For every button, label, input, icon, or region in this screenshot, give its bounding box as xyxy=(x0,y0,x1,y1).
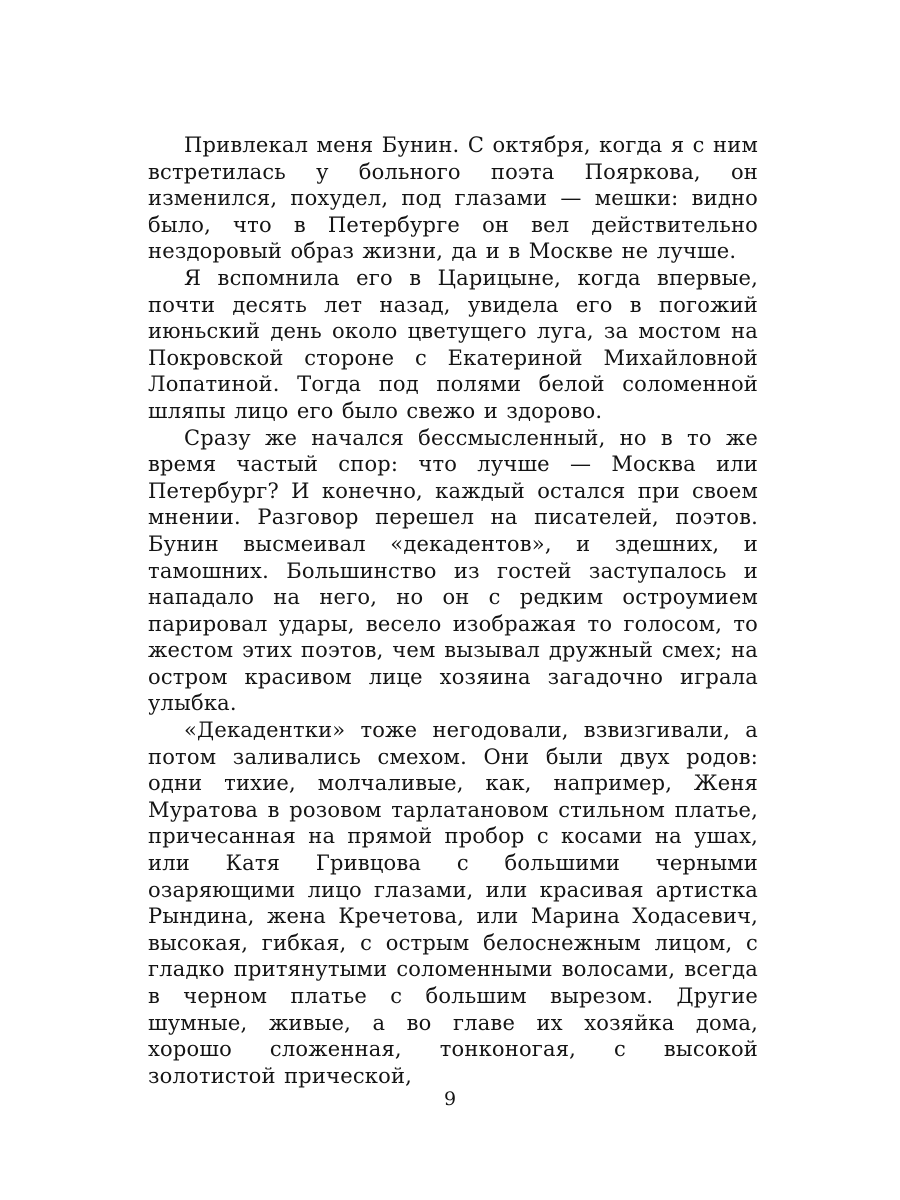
paragraph-2: Я вспомнила его в Царицыне, когда впервые, почти десять лет назад, увидела его в погожий июньский день около цветущего луга, за мостом на Покровской стороне с Екатериной Михайловной Лопатиной. Тогда под полями белой соломенной шляпы лицо его было свежо и здорово. xyxy=(148,265,758,423)
page-text-block xyxy=(148,132,758,1089)
paragraph-1: Привлекал меня Бунин. С октября, когда я с ним встретилась у больного поэта Пояркова, он изменился, похудел, под глазами — мешки: видно было, что в Петербурге он вел действительно нездоровый образ жизни, да и в Москве не лучше. xyxy=(148,133,758,264)
page-number: 9 xyxy=(443,1088,457,1110)
paragraph-3: Сразу же начался бессмысленный, но в то же время частый спор: что лучше — Москва или Петербург? И конечно, каждый остался при своем мнении. Разговор перешел на писателей, поэтов. Бунин высмеивал «декадентов», и здешних, и тамошних. Большинство из гостей заступалось и нападало на него, но он с редким остроумием парировал удары, весело изображая то голосом, то жестом этих поэтов, чем вызывал дружный смех; на остром красивом лице хозяина загадочно играла улыбка. xyxy=(148,425,758,716)
paragraph-4: «Декадентки» тоже негодовали, взвизгивали, а потом заливались смехом. Они были двух родов: одни тихие, молчаливые, как, например, Женя Муратова в розовом тарлатановом стильном платье, причесанная на прямой пробор с косами на ушах, или Катя Гривцова с большими черными озаряющими лицо глазами, или красивая артистка Рындина, жена Кречетова, или Марина Ходасевич, высокая, гибкая, с острым белоснежным лицом, с гладко притянутыми соломенными волосами, всегда в черном платье с большим вырезом. Другие шумные, живые, а во главе их хозяйка дома, хорошо сложенная, тонконогая, с высокой золотистой прической, xyxy=(148,718,758,1088)
